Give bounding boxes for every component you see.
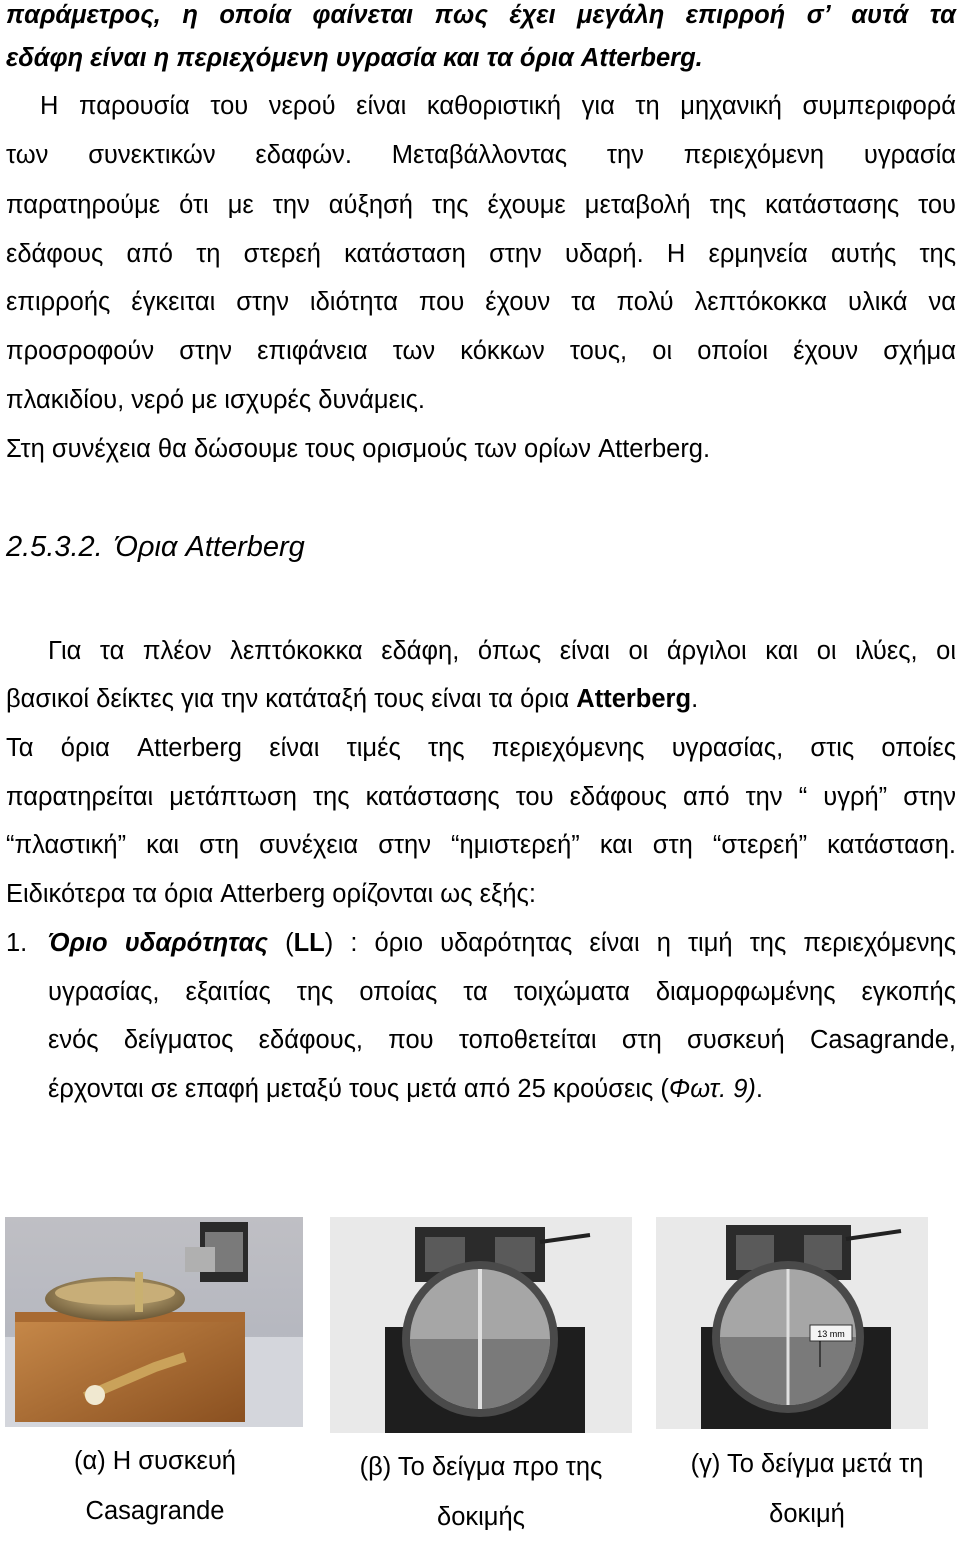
photo-reference: Φωτ. 9)	[668, 1075, 756, 1103]
item-1-line-3: ενός δείγματος εδάφους, που τοποθετείται στη συσκευή Casagrande,	[48, 1026, 956, 1054]
casagrande-device-illustration	[5, 1217, 303, 1427]
item-1-line-4-text: έρχονται σε επαφή μεταξύ τους μετά από 25 κρούσεις (	[48, 1075, 669, 1103]
body-line-2-end: .	[691, 685, 699, 713]
caption-a	[40, 1436, 270, 1536]
caption-a-line-2: Casagrande	[85, 1497, 225, 1525]
intro-line-10: Στη συνέχεια θα δώσουμε τους ορισμούς των ορίων Atterberg.	[6, 435, 711, 463]
sample-before-illustration	[330, 1217, 632, 1433]
intro-line-3: Η παρουσία του νερού είναι καθοριστική για τη μηχανική συμπεριφορά	[40, 92, 956, 120]
photo-casagrande-device	[5, 1217, 303, 1427]
body-line-2	[6, 684, 698, 714]
photo-sample-after-test	[656, 1217, 928, 1429]
caption-c-line-1: (γ) Το δείγμα μετά τη	[690, 1450, 924, 1478]
photo-sample-before-test	[330, 1217, 632, 1433]
item-1-term: Όριο υδαρότητας	[48, 929, 268, 957]
intro-line-4: των συνεκτικών εδαφών. Μεταβάλλοντας την περιεχόμενη υγρασία	[6, 141, 956, 169]
item-1-abbr-open: (	[268, 929, 294, 957]
body-line-2-bold: Atterberg	[576, 685, 692, 713]
caption-a-line-1: (α) Η συσκευή	[74, 1447, 236, 1475]
caption-b	[330, 1442, 632, 1542]
section-number: 2.5.3.2.	[6, 531, 103, 563]
section-heading	[6, 532, 305, 562]
section-title: Όρια Atterberg	[114, 531, 305, 563]
caption-c-line-2: δοκιμή	[769, 1500, 845, 1528]
body-line-6: Ειδικότερα τα όρια Atterberg ορίζονται ως εξής:	[6, 880, 536, 908]
intro-line-9: πλακιδίου, νερό με ισχυρές δυνάμεις.	[6, 386, 426, 414]
item-1-abbr: LL	[293, 929, 325, 957]
intro-line-8: προσροφούν στην επιφάνεια των κόκκων τους, οι οποίοι έχουν σχήμα	[6, 337, 956, 365]
intro-line-5: παρατηρούμε ότι με την αύξησή της έχουμε μεταβολή της κατάστασης του	[6, 191, 956, 219]
body-line-1: Για τα πλέον λεπτόκοκκα εδάφη, όπως είναι οι άργιλοι και οι ιλύες, οι	[48, 637, 956, 665]
intro-line-6: εδάφους από τη στερεή κατάσταση στην υδαρή. Η ερμηνεία αυτής της	[6, 240, 956, 268]
ruler-label: 13 mm	[817, 1329, 845, 1339]
item-1-line-2: υγρασίας, εξαιτίας της οποίας τα τοιχώματα διαμορφωμένης εγκοπής	[48, 978, 956, 1006]
body-line-4: παρατηρείται μετάπτωση της κατάστασης του εδάφους από την “ υγρή” στην	[6, 783, 956, 811]
item-1-line-4	[48, 1074, 956, 1104]
item-1-definition: ) : όριο υδαρότητας είναι η τιμή της περιεχόμενης	[324, 929, 956, 957]
sample-after-illustration	[656, 1217, 928, 1429]
item-1-line-4-end: .	[755, 1075, 764, 1103]
body-line-5: “πλαστική” και στη συνέχεια στην “ημιστερεή” και στη “στερεή” κατάσταση.	[6, 831, 956, 859]
body-line-3: Τα όρια Atterberg είναι τιμές της περιεχόμενης υγρασίας, στις οποίες	[6, 734, 956, 762]
intro-line-7: επιρροής έγκειται στην ιδιότητα που έχουν τα πολύ λεπτόκοκκα υλικά να	[6, 288, 956, 316]
caption-b-line-2: δοκιμής	[437, 1503, 525, 1531]
item-1-number: 1.	[6, 929, 28, 957]
item-1-line-1	[48, 928, 956, 958]
caption-c	[662, 1439, 952, 1539]
intro-line-1: παράμετρος, η οποία φαίνεται πως έχει μεγάλη επιρροή σ’ αυτά τα	[6, 1, 956, 29]
caption-b-line-1: (β) Το δείγμα προ της	[359, 1453, 603, 1481]
intro-line-2: εδάφη είναι η περιεχόμενη υγρασία και τα όρια Atterberg.	[6, 44, 703, 72]
body-line-2-text: βασικοί δείκτες για την κατάταξή τους είναι τα όρια	[6, 685, 577, 713]
